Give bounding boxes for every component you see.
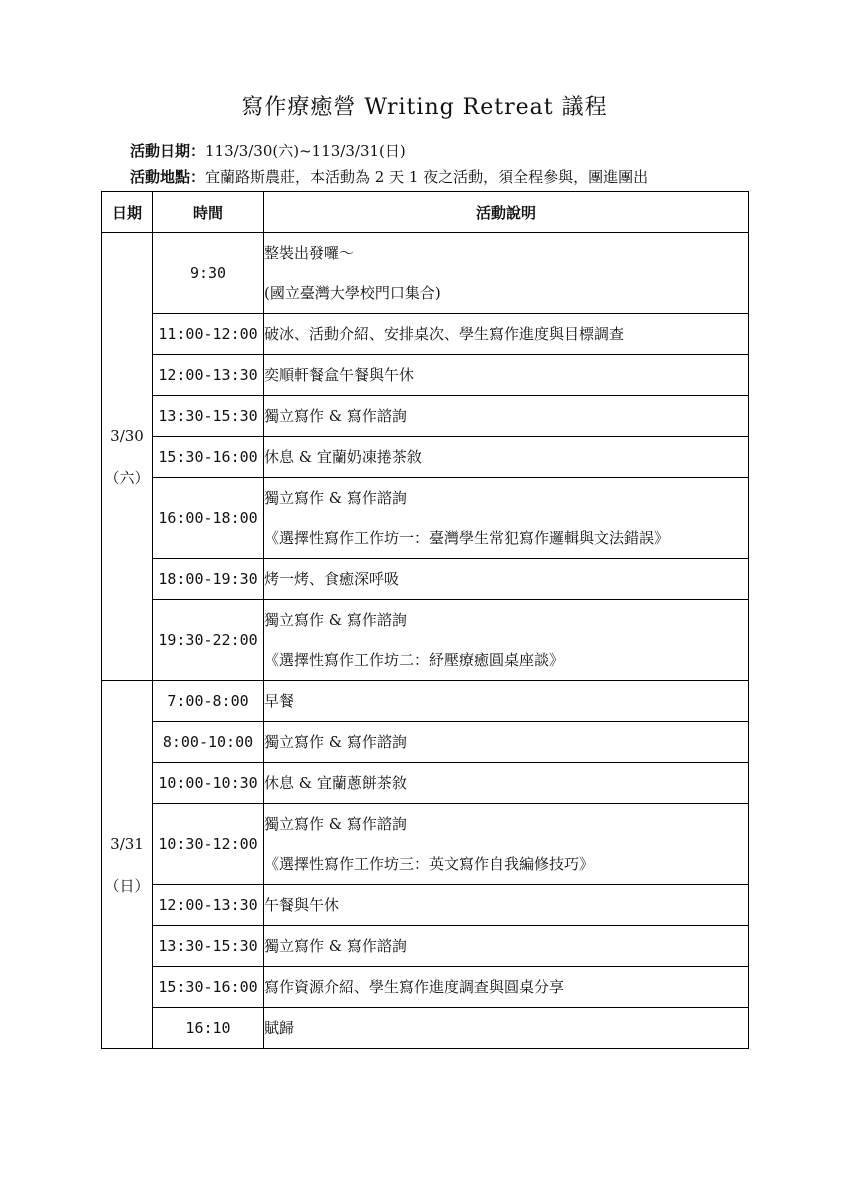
description-cell bbox=[264, 804, 749, 885]
time-cell: 11:00-12:00 bbox=[153, 314, 264, 355]
table-row bbox=[102, 233, 749, 314]
time-cell: 12:00-13:30 bbox=[153, 355, 264, 396]
description-cell bbox=[264, 681, 749, 722]
time-cell: 7:00-8:00 bbox=[153, 681, 264, 722]
description-cell bbox=[264, 396, 749, 437]
description-line: 休息 & 宜蘭蔥餅茶敘 bbox=[264, 774, 407, 792]
description-cell bbox=[264, 559, 749, 600]
agenda-table bbox=[101, 191, 749, 1049]
description-line: 獨立寫作 & 寫作諮詢 bbox=[264, 407, 407, 425]
day-date: 3/31 bbox=[110, 834, 144, 853]
table-row bbox=[102, 763, 749, 804]
description-line: 獨立寫作 & 寫作諮詢 bbox=[264, 611, 407, 629]
description-line: 《選擇性寫作工作坊二：紓壓療癒圓桌座談》 bbox=[264, 651, 565, 669]
description-cell bbox=[264, 1008, 749, 1049]
description-cell bbox=[264, 437, 749, 478]
table-row bbox=[102, 437, 749, 478]
table-row bbox=[102, 478, 749, 559]
description-line: 奕順軒餐盒午餐與午休 bbox=[264, 366, 415, 384]
description-line: 獨立寫作 & 寫作諮詢 bbox=[264, 815, 407, 833]
day-cell bbox=[102, 681, 153, 1049]
header-date: 日期 bbox=[102, 192, 153, 233]
event-date-value: 113/3/30(六)~113/3/31(日) bbox=[205, 142, 406, 160]
description-line: 獨立寫作 & 寫作諮詢 bbox=[264, 489, 407, 507]
day-weekday: （日） bbox=[104, 876, 150, 895]
time-cell: 9:30 bbox=[153, 233, 264, 314]
page-title: 寫作療癒營 Writing Retreat 議程 bbox=[241, 95, 608, 120]
agenda-body bbox=[102, 233, 749, 1049]
description-line: 獨立寫作 & 寫作諮詢 bbox=[264, 733, 407, 751]
event-date bbox=[130, 140, 406, 161]
description-line: 賦歸 bbox=[264, 1019, 295, 1037]
description-cell bbox=[264, 314, 749, 355]
description-line: 休息 & 宜蘭奶凍捲茶敘 bbox=[264, 448, 422, 466]
table-row bbox=[102, 885, 749, 926]
time-cell: 10:30-12:00 bbox=[153, 804, 264, 885]
table-row bbox=[102, 926, 749, 967]
event-location-value: 宜蘭路斯農莊，本活動為 2 天 1 夜之活動，須全程參與，團進團出 bbox=[205, 168, 649, 186]
time-cell: 8:00-10:00 bbox=[153, 722, 264, 763]
time-cell: 13:30-15:30 bbox=[153, 396, 264, 437]
table-row bbox=[102, 722, 749, 763]
event-location bbox=[130, 166, 648, 187]
description-cell bbox=[264, 885, 749, 926]
description-line: 早餐 bbox=[264, 692, 295, 710]
time-cell: 15:30-16:00 bbox=[153, 967, 264, 1008]
table-row bbox=[102, 314, 749, 355]
description-cell bbox=[264, 926, 749, 967]
header-time: 時間 bbox=[153, 192, 264, 233]
time-cell: 19:30-22:00 bbox=[153, 600, 264, 681]
description-cell bbox=[264, 722, 749, 763]
table-row bbox=[102, 600, 749, 681]
description-line: 破冰、活動介紹、安排桌次、學生寫作進度與目標調查 bbox=[264, 325, 625, 343]
day-weekday: （六） bbox=[104, 468, 150, 487]
time-cell: 16:00-18:00 bbox=[153, 478, 264, 559]
table-row bbox=[102, 967, 749, 1008]
description-cell bbox=[264, 478, 749, 559]
description-line: (國立臺灣大學校門口集合) bbox=[264, 284, 441, 302]
description-line: 寫作資源介紹、學生寫作進度調查與圓桌分享 bbox=[264, 978, 565, 996]
description-cell bbox=[264, 355, 749, 396]
description-line: 午餐與午休 bbox=[264, 896, 340, 914]
header-description: 活動說明 bbox=[264, 192, 749, 233]
event-location-label: 活動地點： bbox=[130, 168, 206, 186]
table-row bbox=[102, 355, 749, 396]
description-cell bbox=[264, 233, 749, 314]
description-line: 《選擇性寫作工作坊三：英文寫作自我編修技巧》 bbox=[264, 855, 595, 873]
table-row bbox=[102, 804, 749, 885]
description-cell bbox=[264, 763, 749, 804]
table-row bbox=[102, 1008, 749, 1049]
time-cell: 10:00-10:30 bbox=[153, 763, 264, 804]
day-cell bbox=[102, 233, 153, 681]
description-line: 烤一烤、食癒深呼吸 bbox=[264, 570, 400, 588]
description-cell bbox=[264, 967, 749, 1008]
description-line: 《選擇性寫作工作坊一：臺灣學生常犯寫作邏輯與文法錯誤》 bbox=[264, 529, 670, 547]
description-line: 整裝出發囉～ bbox=[264, 244, 355, 262]
description-cell bbox=[264, 600, 749, 681]
time-cell: 12:00-13:30 bbox=[153, 885, 264, 926]
time-cell: 15:30-16:00 bbox=[153, 437, 264, 478]
time-cell: 16:10 bbox=[153, 1008, 264, 1049]
time-cell: 18:00-19:30 bbox=[153, 559, 264, 600]
table-row bbox=[102, 559, 749, 600]
time-cell: 13:30-15:30 bbox=[153, 926, 264, 967]
description-line: 獨立寫作 & 寫作諮詢 bbox=[264, 937, 407, 955]
day-date: 3/30 bbox=[110, 426, 144, 445]
event-date-label: 活動日期： bbox=[130, 142, 206, 160]
table-row bbox=[102, 396, 749, 437]
table-row bbox=[102, 681, 749, 722]
